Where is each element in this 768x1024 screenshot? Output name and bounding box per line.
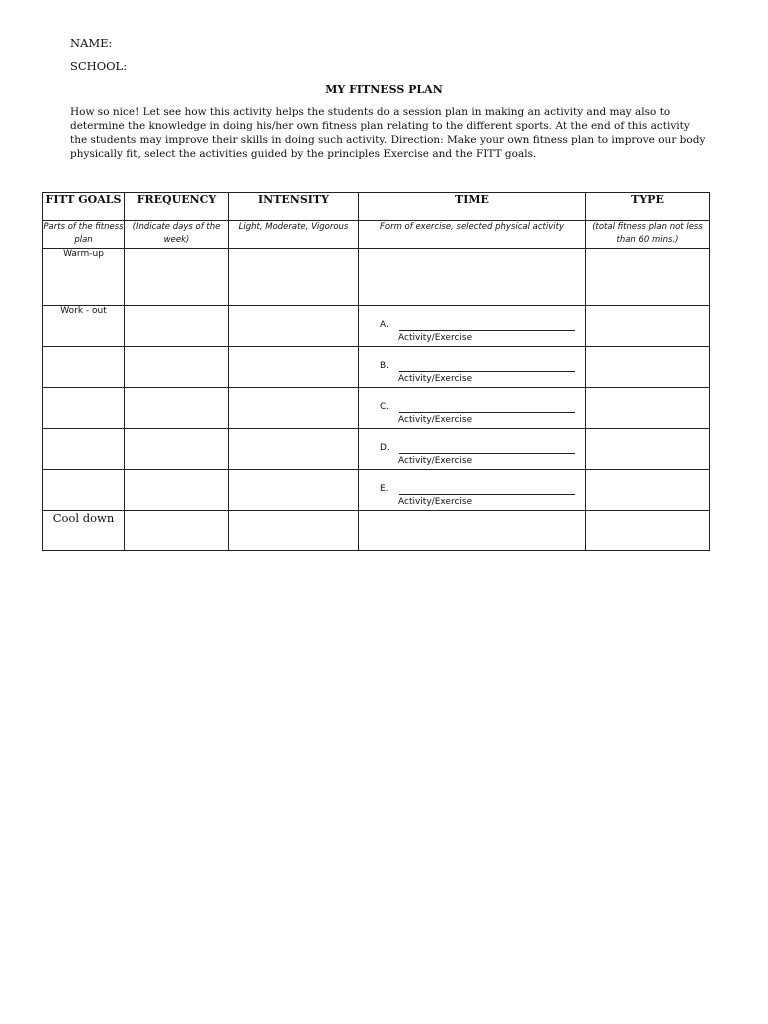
work-out-e-time-cell[interactable] bbox=[359, 470, 586, 511]
header-frequency: FREQUENCY bbox=[125, 193, 229, 221]
school-label: SCHOOL: bbox=[70, 59, 128, 73]
work-out-a-time-cell[interactable] bbox=[359, 306, 586, 347]
activity-letter: A. bbox=[380, 320, 389, 330]
work-out-label: Work - out bbox=[43, 306, 125, 347]
work-out-a-frequency-cell[interactable] bbox=[125, 306, 229, 347]
subheader-frequency: (Indicate days of the week) bbox=[125, 221, 229, 249]
activity-letter: B. bbox=[380, 361, 390, 371]
subheader-fitt-goals: Parts of the fitness plan bbox=[43, 221, 125, 249]
work-out-e-frequency-cell[interactable] bbox=[125, 470, 229, 511]
warm-up-type-cell[interactable] bbox=[586, 249, 710, 306]
header-intensity: INTENSITY bbox=[229, 193, 359, 221]
header-row bbox=[43, 193, 710, 221]
activity-letter: C. bbox=[380, 402, 390, 412]
intro-paragraph: How so nice! Let see how this activity helps the students do a session plan in making an activity and may also to determine the knowledge in doing his/her own fitness plan relating to the different sports. At the end of this activity the students may improve their skills in doing such activity. Direction: Make your own fitness plan to improve our body physically fit, select the activities guided by the principles Exercise and the FITT goals. bbox=[70, 106, 706, 160]
work-out-a-intensity-cell[interactable] bbox=[229, 306, 359, 347]
warm-up-frequency-cell[interactable] bbox=[125, 249, 229, 306]
work-out-c-label-cell bbox=[43, 388, 125, 429]
name-label: NAME: bbox=[70, 36, 113, 50]
work-out-b-label-cell bbox=[43, 347, 125, 388]
work-out-d-label-cell bbox=[43, 429, 125, 470]
header-type: TYPE bbox=[586, 193, 710, 221]
activity-blank-line[interactable] bbox=[399, 412, 575, 413]
activity-caption: Activity/Exercise bbox=[398, 456, 473, 466]
work-out-row-d bbox=[43, 429, 710, 470]
work-out-a-type-cell[interactable] bbox=[586, 306, 710, 347]
activity-caption: Activity/Exercise bbox=[398, 374, 473, 384]
work-out-b-frequency-cell[interactable] bbox=[125, 347, 229, 388]
work-out-b-intensity-cell[interactable] bbox=[229, 347, 359, 388]
header-time: TIME bbox=[359, 193, 586, 221]
cool-down-intensity-cell[interactable] bbox=[229, 511, 359, 551]
activity-letter: E. bbox=[380, 484, 389, 494]
warm-up-label: Warm-up bbox=[43, 249, 125, 306]
activity-caption: Activity/Exercise bbox=[398, 333, 473, 343]
document-title: MY FITNESS PLAN bbox=[325, 83, 443, 96]
activity-blank-line[interactable] bbox=[399, 371, 575, 372]
work-out-d-intensity-cell[interactable] bbox=[229, 429, 359, 470]
work-out-e-label-cell bbox=[43, 470, 125, 511]
cool-down-label: Cool down bbox=[43, 511, 125, 551]
fitness-plan-table bbox=[42, 192, 710, 551]
subheader-type: (total fitness plan not less than 60 mins.) bbox=[586, 221, 710, 249]
cool-down-row bbox=[43, 511, 710, 551]
warm-up-time-cell[interactable] bbox=[359, 249, 586, 306]
work-out-e-type-cell[interactable] bbox=[586, 470, 710, 511]
activity-blank-line[interactable] bbox=[399, 453, 575, 454]
activity-letter: D. bbox=[380, 443, 390, 453]
work-out-row-c bbox=[43, 388, 710, 429]
cool-down-time-cell[interactable] bbox=[359, 511, 586, 551]
work-out-row-b bbox=[43, 347, 710, 388]
work-out-d-type-cell[interactable] bbox=[586, 429, 710, 470]
activity-blank-line[interactable] bbox=[399, 330, 575, 331]
work-out-c-time-cell[interactable] bbox=[359, 388, 586, 429]
activity-blank-line[interactable] bbox=[399, 494, 575, 495]
work-out-b-type-cell[interactable] bbox=[586, 347, 710, 388]
warm-up-intensity-cell[interactable] bbox=[229, 249, 359, 306]
work-out-d-time-cell[interactable] bbox=[359, 429, 586, 470]
work-out-e-intensity-cell[interactable] bbox=[229, 470, 359, 511]
cool-down-frequency-cell[interactable] bbox=[125, 511, 229, 551]
warm-up-row bbox=[43, 249, 710, 306]
header-fitt-goals: FITT GOALS bbox=[43, 193, 125, 221]
subheader-time: Form of exercise, selected physical activity bbox=[359, 221, 586, 249]
work-out-row-e bbox=[43, 470, 710, 511]
work-out-c-frequency-cell[interactable] bbox=[125, 388, 229, 429]
activity-caption: Activity/Exercise bbox=[398, 415, 473, 425]
work-out-b-time-cell[interactable] bbox=[359, 347, 586, 388]
work-out-row-a bbox=[43, 306, 710, 347]
work-out-c-intensity-cell[interactable] bbox=[229, 388, 359, 429]
cool-down-type-cell[interactable] bbox=[586, 511, 710, 551]
work-out-d-frequency-cell[interactable] bbox=[125, 429, 229, 470]
activity-caption: Activity/Exercise bbox=[398, 497, 473, 507]
subheader-intensity: Light, Moderate, Vigorous bbox=[229, 221, 359, 249]
subheader-row bbox=[43, 221, 710, 249]
work-out-c-type-cell[interactable] bbox=[586, 388, 710, 429]
